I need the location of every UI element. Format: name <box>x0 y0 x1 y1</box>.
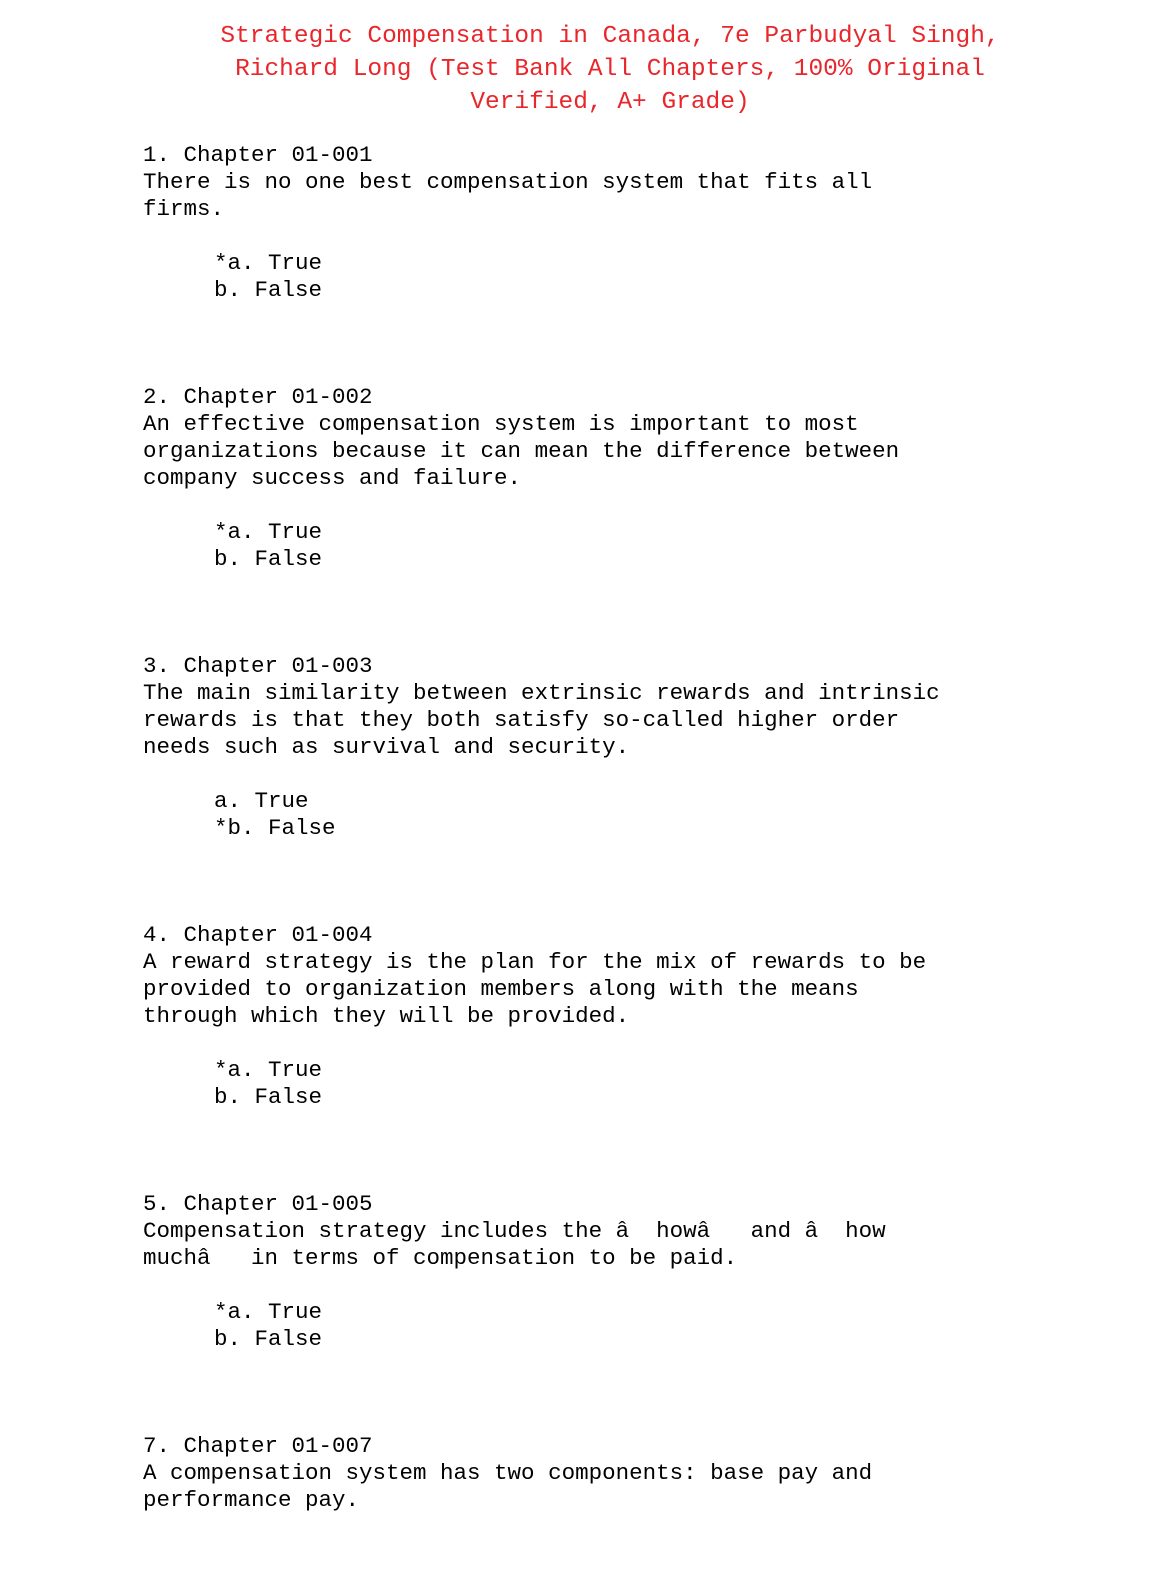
answer-option: a. True <box>214 788 309 814</box>
question-2 <box>143 384 1043 573</box>
question-5 <box>143 1191 1043 1353</box>
answer-options <box>214 250 1043 304</box>
question-1 <box>143 142 1043 304</box>
answer-option: b. False <box>214 1326 323 1352</box>
answer-option: *b. False <box>214 815 336 841</box>
question-7 <box>143 1433 1043 1514</box>
question-heading: 1. Chapter 01-001 <box>143 142 373 168</box>
question-heading: 4. Chapter 01-004 <box>143 922 373 948</box>
answer-options <box>214 1057 1043 1111</box>
answer-options <box>214 1299 1043 1353</box>
question-text: An effective compensation system is important to most organizations because it can mean the difference between company success and failure. <box>143 411 900 491</box>
question-heading: 2. Chapter 01-002 <box>143 384 373 410</box>
question-4 <box>143 922 1043 1111</box>
answer-option: b. False <box>214 1084 323 1110</box>
question-list <box>143 142 1043 1594</box>
answer-options <box>214 519 1043 573</box>
answer-option: *a. True <box>214 1299 323 1325</box>
answer-option: *a. True <box>214 1057 323 1083</box>
answer-options <box>214 788 1043 842</box>
question-text: A reward strategy is the plan for the mix of rewards to be provided to organization members along with the means through which they will be provided. <box>143 949 927 1029</box>
answer-option: b. False <box>214 277 323 303</box>
question-heading: 5. Chapter 01-005 <box>143 1191 373 1217</box>
question-text: The main similarity between extrinsic rewards and intrinsic rewards is that they both satisfy so-called higher order needs such as survival and security. <box>143 680 940 760</box>
answer-option: b. False <box>214 546 323 572</box>
question-heading: 7. Chapter 01-007 <box>143 1433 373 1459</box>
document-title: Strategic Compensation in Canada, 7e Parbudyal Singh, Richard Long (Test Bank All Chapters, 100% Original Verified, A+ Grade) <box>220 23 1000 116</box>
question-text: A compensation system has two components: base pay and performance pay. <box>143 1460 873 1513</box>
question-heading: 3. Chapter 01-003 <box>143 653 373 679</box>
answer-option: *a. True <box>214 519 323 545</box>
answer-option: *a. True <box>214 250 323 276</box>
question-3 <box>143 653 1043 842</box>
question-text: There is no one best compensation system that fits all firms. <box>143 169 873 222</box>
question-text: Compensation strategy includes the â howâ and â how muchâ in terms of compensation to be paid. <box>143 1218 886 1271</box>
